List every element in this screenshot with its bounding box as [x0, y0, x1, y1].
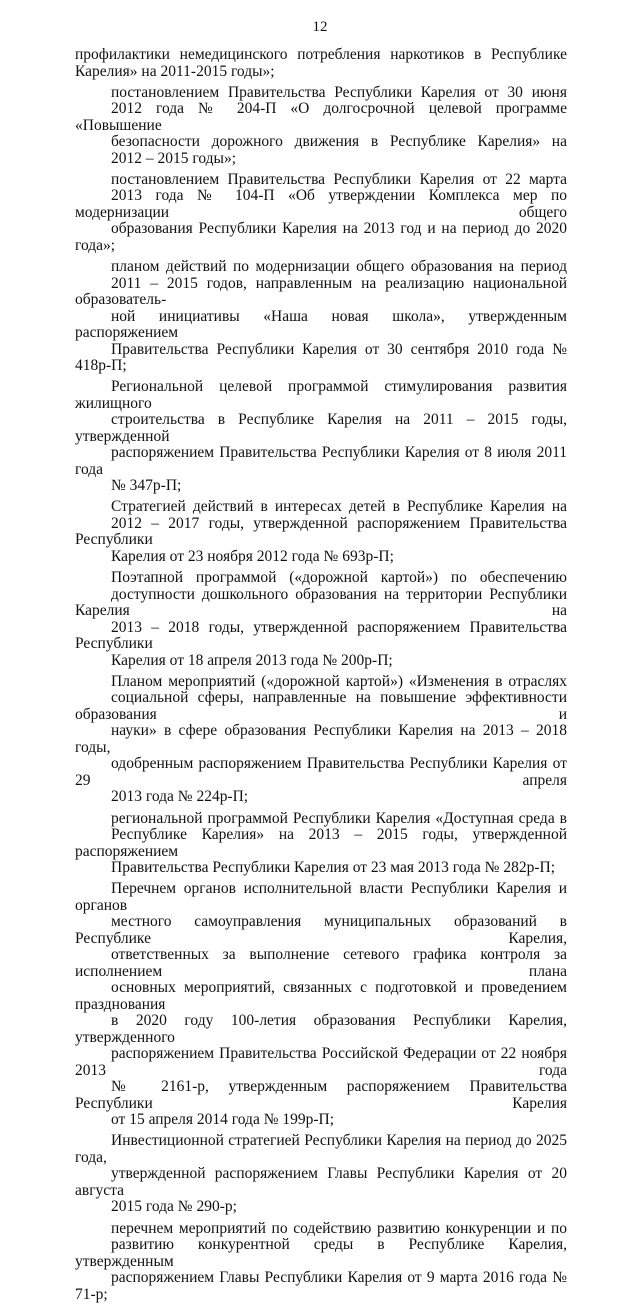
text-line: 2015 года № 290-р; [111, 1198, 237, 1216]
page-number: 12 [312, 19, 328, 35]
text-line: местного самоуправления муниципальных образований в Республике Карелия, [75, 913, 567, 947]
text-line: основных мероприятий, связанных с подготовкой и проведением празднования [75, 979, 567, 1013]
text-line: перечнем мероприятий по содействию развитию конкуренции и по [111, 1219, 567, 1237]
text-line: социальной сферы, направленные на повышение эффективности образования и [75, 689, 567, 723]
text-line: Карелия» на 2011-2015 годы»; [75, 62, 275, 80]
text-line: 2011 – 2015 годов, направленным на реализацию национальной образователь- [75, 274, 567, 309]
text-line: 2013 года № 104-П «Об утверждении Комплекса мер по модернизации общего [75, 187, 567, 221]
paragraph [75, 811, 567, 877]
text-line: планом действий по модернизации общего образования на период [111, 258, 567, 276]
paragraph [75, 1133, 567, 1216]
paragraph [75, 379, 567, 495]
text-line: Перечнем органов исполнительной власти Республики Карелия и органов [75, 880, 567, 914]
paragraph [75, 47, 567, 80]
text-line: ответственных за выполнение сетевого графика контроля за исполнением плана [75, 946, 567, 980]
text-line: развитию конкурентной среды в Республике Карелия, утвержденным [75, 1236, 567, 1270]
body-text [75, 47, 567, 1308]
paragraph [75, 881, 567, 1129]
text-line: 2013 – 2018 годы, утвержденной распоряжением Правительства Республики [75, 618, 567, 653]
text-line: в 2020 году 100-летия образования Республики Карелия, утвержденного [75, 1012, 567, 1046]
paragraph [75, 570, 567, 669]
text-line: постановлением Правительства Республики Карелия от 22 марта [111, 170, 567, 188]
paragraph [75, 499, 567, 565]
text-line: 2012 года № 204-П «О долгосрочной целевой программе «Повышение [75, 100, 567, 134]
text-line: профилактики немедицинского потребления наркотиков в Республике [75, 46, 567, 63]
text-line: от 15 апреля 2014 года № 199р-П; [111, 1111, 335, 1129]
text-line: доступности дошкольного образования на территории Республики Карелия на [75, 585, 567, 620]
text-line: Правительства Республики Карелия от 23 мая 2013 года № 282р-П; [111, 859, 555, 876]
text-line: Карелия от 23 ноября 2012 года № 693р-П; [111, 547, 394, 565]
text-line: Республике Карелия» на 2013 – 2015 годы, утвержденной распоряжением [75, 826, 567, 860]
text-line: распоряжением Главы Республики Карелия от 9 марта 2016 года № 71-р; [75, 1269, 567, 1303]
paragraph [75, 85, 567, 168]
text-line: Стратегией действий в интересах детей в Республике Карелия на [111, 498, 567, 516]
text-line: региональной программой Республики Карелия «Доступная среда в [111, 809, 567, 827]
text-line: Поэтапной программой («дорожной картой») по обеспечению [111, 569, 567, 587]
text-line: распоряжением Правительства Российской Федерации от 22 ноября 2013 года [75, 1045, 567, 1079]
text-line: образования Республики Карелия на 2013 год и на период до 2020 года»; [75, 220, 567, 254]
text-line: Планом мероприятий («дорожной картой») «Изменения в отраслях [111, 672, 567, 690]
text-line: одобренным распоряжением Правительства Республики Карелия от 29 апреля [75, 755, 567, 789]
paragraph [75, 1221, 567, 1304]
text-line: Правительства Республики Карелия от 30 сентября 2010 года № 418р-П; [75, 340, 567, 375]
paragraph [75, 674, 567, 806]
text-line: распоряжением Правительства Республики Карелия от 8 июля 2011 года [75, 444, 567, 478]
text-line: науки» в сфере образования Республики Карелия на 2013 – 2018 годы, [75, 722, 567, 756]
paragraph [75, 172, 567, 255]
text-line: постановлением Правительства Республики Карелия от 30 июня [111, 83, 567, 101]
text-line: № 2161-р, утвержденным распоряжением Правительства Республики Карелия [75, 1078, 567, 1112]
text-line: строительства в Республике Карелия на 2011 – 2015 годы, утвержденной [75, 411, 567, 445]
paragraph [75, 259, 567, 375]
text-line: безопасности дорожного движения в Республике Карелия» на [111, 133, 567, 151]
text-line: Инвестиционной стратегией Республики Карелия на период до 2025 года, [75, 1132, 567, 1166]
text-line: 2012 – 2015 годы»; [111, 149, 237, 167]
text-line: 2013 года № 224р-П; [111, 788, 249, 806]
text-line: Региональной целевой программой стимулирования развития жилищного [75, 378, 567, 412]
text-line: Карелия от 18 апреля 2013 года № 200р-П; [111, 651, 393, 669]
text-line: 2012 – 2017 годы, утвержденной распоряжением Правительства Республики [75, 514, 567, 549]
text-line: ной инициативы «Наша новая школа», утвержденным распоряжением [75, 307, 567, 342]
text-line: утвержденной распоряжением Главы Республики Карелия от 20 августа [75, 1165, 567, 1199]
text-line: № 347р-П; [111, 477, 182, 495]
